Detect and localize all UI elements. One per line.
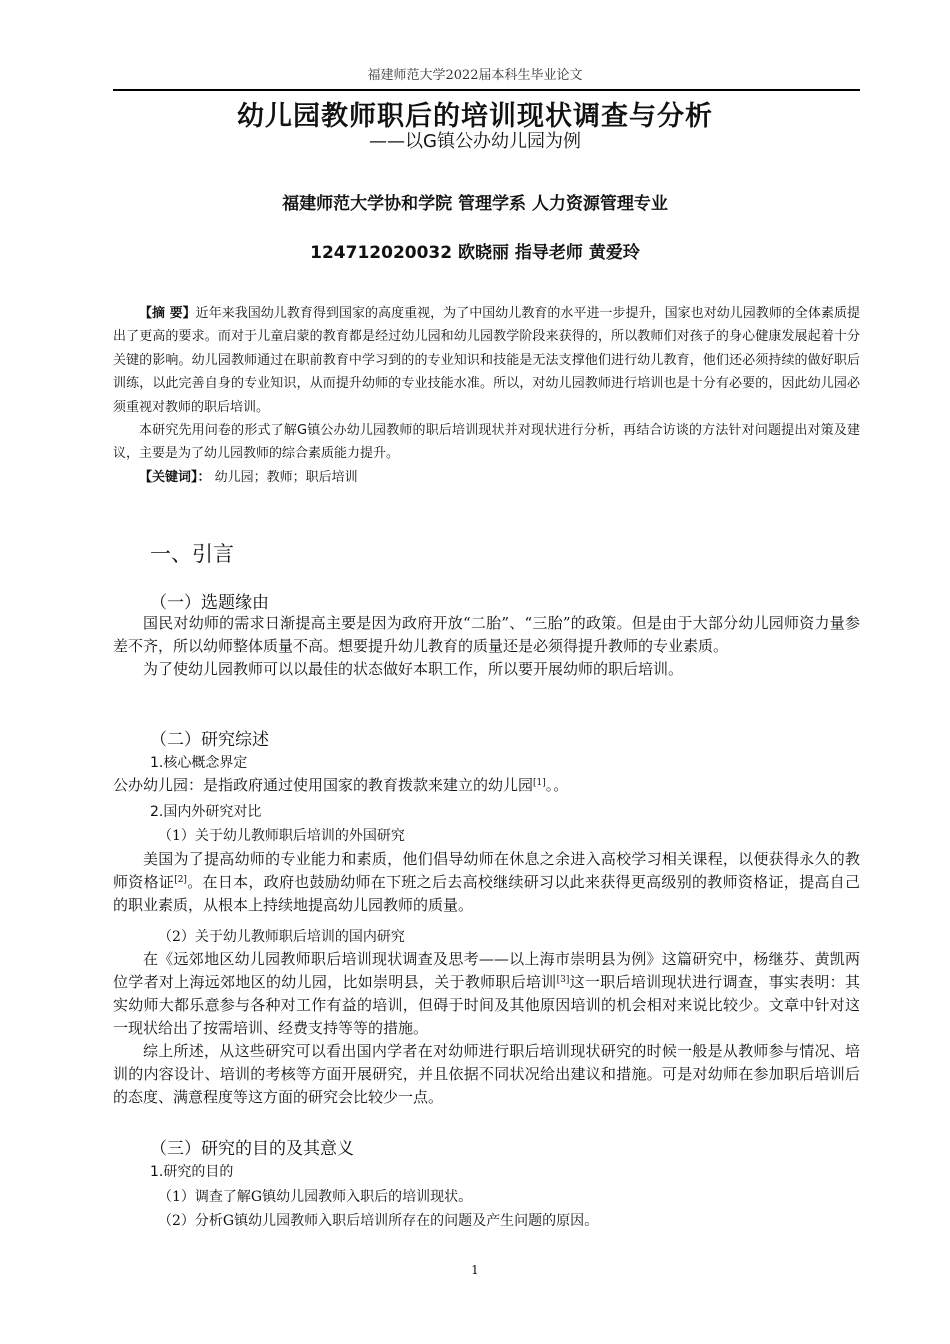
keywords-text: 幼儿园；教师；职后培训: [210, 469, 358, 485]
citation-1: [1]: [533, 778, 546, 788]
goal-item-2: （2）分析G镇幼儿园教师入职后培训所存在的问题及产生问题的原因。: [158, 1213, 599, 1229]
domestic-research-text-b: 这一职后培训现状进行调查，事实表明：其实幼师大都乐意参与各种对工作有益的培训，但碍于时间及其他原因培训的机会相对来说比较少。文章中针对这一现状给出了按需培训、经费支持等等的措施。: [113, 973, 860, 1037]
review-item-core-concepts: 1.核心概念界定: [150, 755, 248, 771]
abstract-label: 【摘 要】: [139, 306, 196, 321]
abstract-block: [113, 302, 860, 489]
domestic-research-paragraph: [113, 948, 860, 1040]
domestic-research-text-a: 在《远郊地区幼儿园教师职后培训现状调查及思考——以上海市崇明县为例》这篇研究中，杨继芬、黄凯两位学者对上海远郊地区的幼儿园，比如崇明县，关于教师职后培训: [113, 950, 860, 991]
review-summary-paragraph: 综上所述，从这些研究可以看出国内学者在对幼师进行职后培训现状研究的时候一般是从教师参与情况、培训的内容设计、培训的考核等方面开展研究，并且依据不同状况给出建议和措施。可是对幼师在参加职后培训后的态度、满意程度等这方面的研究会比较少一点。: [113, 1042, 860, 1106]
citation-2: [2]: [174, 875, 187, 885]
goal-item-1: （1）调查了解G镇幼儿园教师入职后的培训现状。: [158, 1189, 473, 1205]
topic-origin-paragraph-2: 为了使幼儿园教师可以以最佳的状态做好本职工作，所以要开展幼师的职后培训。: [143, 660, 684, 678]
foreign-research-heading: （1）关于幼儿教师职后培训的外国研究: [158, 828, 405, 844]
topic-origin-paragraph-1: 国民对幼师的需求日渐提高主要是因为政府开放“二胎”、“三胎”的政策。但是由于大部分幼儿园师资力量参差不齐，所以幼师整体质量不高。想要提升幼儿教育的质量还是必须得提升教师的专业素质。: [113, 614, 860, 655]
page-number: 1: [471, 1263, 479, 1277]
definition-body: [113, 774, 860, 797]
abstract-paragraph-1: [113, 302, 860, 419]
sub-title: ——以G镇公办幼儿园为例: [369, 131, 581, 152]
topic-origin-body: [113, 612, 860, 681]
subsection-heading-purpose: （三）研究的目的及其意义: [150, 1139, 354, 1159]
main-title: 幼儿园教师职后的培训现状调查与分析: [237, 101, 713, 132]
definition-paragraph: [113, 774, 860, 797]
subsection-heading-topic-origin: （一）选题缘由: [150, 593, 269, 613]
author-affiliation: 福建师范大学协和学院 管理学系 人力资源管理专业: [282, 194, 668, 214]
definition-text: 公办幼儿园：是指政府通过使用国家的教育拨款来建立的幼儿园: [113, 776, 534, 794]
domestic-research-heading: （2）关于幼儿教师职后培训的国内研究: [158, 929, 405, 945]
keywords-label: 【关键词】：: [139, 469, 211, 485]
abstract-text-1: 近年来我国幼儿教育得到国家的高度重视，为了中国幼儿教育的水平进一步提升，国家也对幼儿园教师的全体素质提出了更高的要求。而对于儿童启蒙的教育都是经过幼儿园和幼儿园教学阶段来获得的，所以教师们对孩子的身心健康发展起着十分关键的影响。幼儿园教师通过在职前教育中学习到的的专业知识和技能是无法支撑他们进行幼儿教育，他们还必须持续的做好职后训练，以此完善自身的专业知识，从而提升幼师的专业技能水准。所以，对幼儿园教师进行培训也是十分有必要的，因此幼儿园必须重视对教师的职后培训。: [113, 306, 860, 415]
domestic-research-body: [113, 948, 860, 1109]
running-header: 福建师范大学2022届本科生毕业论文: [367, 68, 583, 83]
header-rule: [113, 89, 860, 91]
subsection-heading-review: （二）研究综述: [150, 730, 269, 750]
purpose-item-goals: 1.研究的目的: [150, 1164, 234, 1180]
review-item-comparison: 2.国内外研究对比: [150, 804, 262, 820]
section-heading-introduction: 一、引言: [150, 542, 234, 566]
author-line: 124712020032 欧晓丽 指导老师 黄爱玲: [310, 243, 640, 263]
foreign-research-paragraph: [113, 848, 860, 917]
keywords-line: [113, 466, 860, 489]
citation-3: [3]: [556, 975, 570, 985]
foreign-research-text-a: 美国为了提高幼师的专业能力和素质，他们倡导幼师在休息之余进入高校学习相关课程，以便获得永久的教师资格证: [113, 850, 860, 891]
foreign-research-text-b: 。在日本，政府也鼓励幼师在下班之后去高校继续研习以此来获得更高级别的教师资格证，提高自己的职业素质，从根本上持续地提高幼儿园教师的质量。: [113, 873, 860, 914]
definition-tail: 。。: [545, 776, 569, 794]
foreign-research-body: [113, 848, 860, 917]
abstract-paragraph-2: 本研究先用问卷的形式了解G镇公办幼儿园教师的职后培训现状并对现状进行分析，再结合访谈的方法针对问题提出对策及建议，主要是为了幼儿园教师的综合素质能力提升。: [113, 423, 860, 462]
